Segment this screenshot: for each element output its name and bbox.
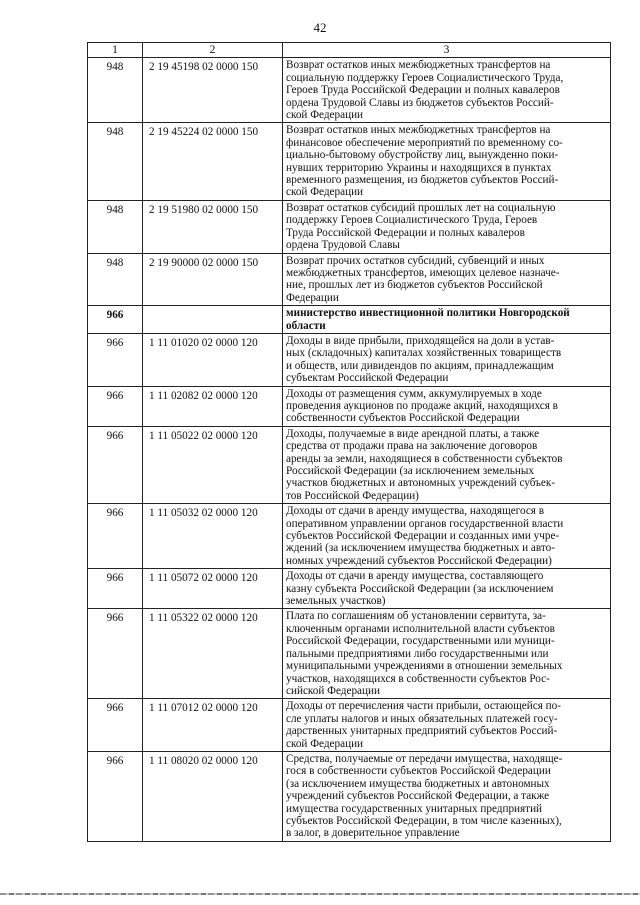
admin-code-cell: 948: [88, 253, 143, 306]
admin-code-cell: 948: [88, 200, 143, 253]
admin-code-cell: 966: [88, 386, 143, 426]
description-line: министерство инвестиционной политики Новгородской: [286, 307, 570, 320]
description-line: Доходы от сдачи в аренду имущества, составляющего: [286, 570, 544, 583]
description-cell: [283, 699, 611, 752]
header-col-2: 2: [143, 43, 283, 58]
budget-classification-code-cell: 1 11 05032 02 0000 120: [143, 504, 283, 569]
header-col-1: 1: [88, 43, 143, 58]
budget-classification-code-cell: [143, 306, 283, 334]
description-line: Доходы от сдачи в аренду имущества, находящегося в: [286, 505, 545, 518]
description-line: финансовое обеспечение мероприятий по временному со-: [286, 136, 563, 149]
table-row: [88, 504, 611, 569]
budget-classification-code-cell: 2 19 45224 02 0000 150: [143, 123, 283, 200]
admin-code-cell: 966: [88, 609, 143, 699]
description-line: Российской Федерации, государственными или муници-: [286, 635, 555, 648]
description-line: циально-бытовому обустройству лиц, вынужденно поки-: [286, 149, 559, 162]
description-line: ных (складочных) капиталах хозяйственных товариществ: [286, 347, 562, 360]
header-col-3: 3: [283, 43, 611, 58]
revenue-codes-table: [87, 42, 611, 842]
description-line: Возврат остатков субсидий прошлых лет на социальную: [286, 201, 556, 214]
description-cell: [283, 609, 611, 699]
table-row: [88, 569, 611, 609]
description-line: Доходы, получаемые в виде арендной платы, а также: [286, 427, 540, 440]
description-line: ордена Трудовой Славы из бюджетов субъектов Россий-: [286, 96, 554, 109]
budget-classification-code-cell: 1 11 02082 02 0000 120: [143, 386, 283, 426]
description-line: Федерации: [286, 291, 339, 304]
description-cell: [283, 200, 611, 253]
budget-classification-code-cell: 1 11 01020 02 0000 120: [143, 333, 283, 386]
description-line: и обществ, или дивидендов по акциям, принадлежащим: [286, 359, 554, 372]
table-row: [88, 333, 611, 386]
description-line: пальными предприятиями либо государственными или: [286, 647, 549, 660]
description-cell: [283, 253, 611, 306]
description-line: ждений (за исключением имущества бюджетных и авто-: [286, 542, 555, 555]
description-line: Доходы от размещения сумм, аккумулируемых в ходе: [286, 387, 542, 400]
budget-classification-code-cell: 1 11 05072 02 0000 120: [143, 569, 283, 609]
page-number: 42: [313, 20, 327, 35]
description-line: оперативном управлении органов государственной власти: [286, 517, 564, 530]
budget-classification-code-cell: 1 11 05022 02 0000 120: [143, 426, 283, 503]
description-line: субъектов Российской Федерации и созданных ими учре-: [286, 530, 560, 543]
table-row: [88, 58, 611, 123]
description-line: муниципальными учреждениями в отношении земельных: [286, 660, 563, 673]
description-line: имущества государственных унитарных предприятий: [286, 802, 543, 815]
admin-code-cell: 966: [88, 504, 143, 569]
description-line: межбюджетных трансфертов, имеющих целевое назначе-: [286, 266, 560, 279]
admin-code-cell: 966: [88, 751, 143, 841]
description-line: социальную поддержку Героев Социалистического Труда,: [286, 71, 564, 84]
description-line: средства от продажи права на заключение договоров: [286, 440, 538, 453]
budget-classification-code-cell: 1 11 07012 02 0000 120: [143, 699, 283, 752]
description-line: ордена Трудовой Славы: [286, 239, 400, 252]
admin-code-cell: 966: [88, 699, 143, 752]
description-line: Возврат остатков иных межбюджетных трансфертов на: [286, 124, 551, 137]
description-cell: [283, 426, 611, 503]
description-line: области: [286, 319, 326, 332]
description-line: Российской Федерации (за исключением земельных: [286, 465, 534, 477]
admin-code-cell: 966: [88, 426, 143, 503]
description-line: субъектов Российской Федерации, в том числе казенных),: [286, 814, 562, 827]
description-cell: [283, 386, 611, 426]
budget-classification-code-cell: 1 11 05322 02 0000 120: [143, 609, 283, 699]
description-line: Героев Труда Российской Федерации и полных кавалеров: [286, 84, 560, 97]
description-line: (за исключением имущества бюджетных и автономных: [286, 777, 550, 790]
description-line: Возврат прочих остатков субсидий, субвенций и иных: [286, 254, 545, 267]
admin-code-cell: 948: [88, 58, 143, 123]
table-header-row: [88, 43, 611, 58]
description-cell: [283, 123, 611, 200]
table-row: [88, 609, 611, 699]
description-cell: [283, 569, 611, 609]
description-line: временного размещения, из бюджетов субъектов Россий-: [286, 174, 559, 187]
description-line: сле уплаты налогов и иных обязательных платежей госу-: [286, 712, 558, 725]
description-line: Возврат остатков иных межбюджетных трансфертов на: [286, 59, 551, 72]
description-cell: [283, 504, 611, 569]
admin-code-cell: 966: [88, 306, 143, 334]
admin-code-cell: 966: [88, 333, 143, 386]
table-row: [88, 699, 611, 752]
description-line: Средства, получаемые от передачи имущества, находяще-: [286, 752, 563, 765]
description-line: ской Федерации: [286, 186, 364, 199]
description-line: в залог, в доверительное управление: [286, 827, 460, 840]
budget-classification-code-cell: 2 19 90000 02 0000 150: [143, 253, 283, 306]
table-row: [88, 253, 611, 306]
admin-code-cell: 948: [88, 123, 143, 200]
description-line: участков, находящихся в собственности субъектов Рос-: [286, 672, 550, 685]
table-row: [88, 200, 611, 253]
table-row: [88, 426, 611, 503]
description-line: проведения аукционов по продаже акций, находящихся в: [286, 399, 558, 412]
description-line: земельных участков): [286, 595, 386, 608]
description-line: ской Федерации: [286, 737, 364, 750]
table-row: [88, 386, 611, 426]
description-line: гося в собственности субъектов Российской Федерации: [286, 765, 551, 778]
description-line: ской Федерации: [286, 109, 364, 122]
description-line: номных учреждений субъектов Российской Федерации): [286, 554, 552, 567]
description-line: аренды за земли, находящиеся в собственности субъектов: [286, 452, 563, 465]
description-line: Доходы в виде прибыли, приходящейся на доли в устав-: [286, 334, 555, 347]
description-line: нувших территорию Украины и находящихся в пунктах: [286, 161, 552, 174]
scan-edge-line: [0, 893, 640, 895]
description-line: ние, прошлых лет из бюджетов субъектов Российской: [286, 279, 543, 292]
budget-classification-code-cell: 1 11 08020 02 0000 120: [143, 751, 283, 841]
description-line: учреждений субъектов Российской Федерации, а также: [286, 790, 550, 803]
description-line: тов Российской Федерации): [286, 489, 419, 502]
description-line: Труда Российской Федерации и полных кавалеров: [286, 226, 525, 239]
description-line: поддержку Героев Социалистического Труда, Героев: [286, 214, 538, 227]
table-row: [88, 306, 611, 334]
admin-code-cell: 966: [88, 569, 143, 609]
description-line: дарственных унитарных предприятий субъектов Россий-: [286, 725, 558, 738]
description-cell: [283, 306, 611, 334]
budget-classification-code-cell: 2 19 51980 02 0000 150: [143, 200, 283, 253]
description-line: Доходы от перечисления части прибыли, остающейся по-: [286, 700, 561, 713]
budget-classification-code-cell: 2 19 45198 02 0000 150: [143, 58, 283, 123]
description-line: участков бюджетных и автономных учреждений субъек-: [286, 477, 556, 490]
table-row: [88, 123, 611, 200]
description-line: собственности субъектов Российской Федерации: [286, 412, 520, 425]
table-row: [88, 751, 611, 841]
description-line: сийской Федерации: [286, 684, 380, 697]
description-line: Плата по соглашениям об установлении сервитута, за-: [286, 610, 546, 623]
description-line: субъектам Российской Федерации: [286, 372, 449, 385]
description-line: казну субъекта Российской Федерации (за исключением: [286, 582, 554, 595]
description-cell: [283, 751, 611, 841]
description-line: ключенным органами исполнительной власти субъектов: [286, 622, 555, 635]
description-cell: [283, 58, 611, 123]
description-cell: [283, 333, 611, 386]
